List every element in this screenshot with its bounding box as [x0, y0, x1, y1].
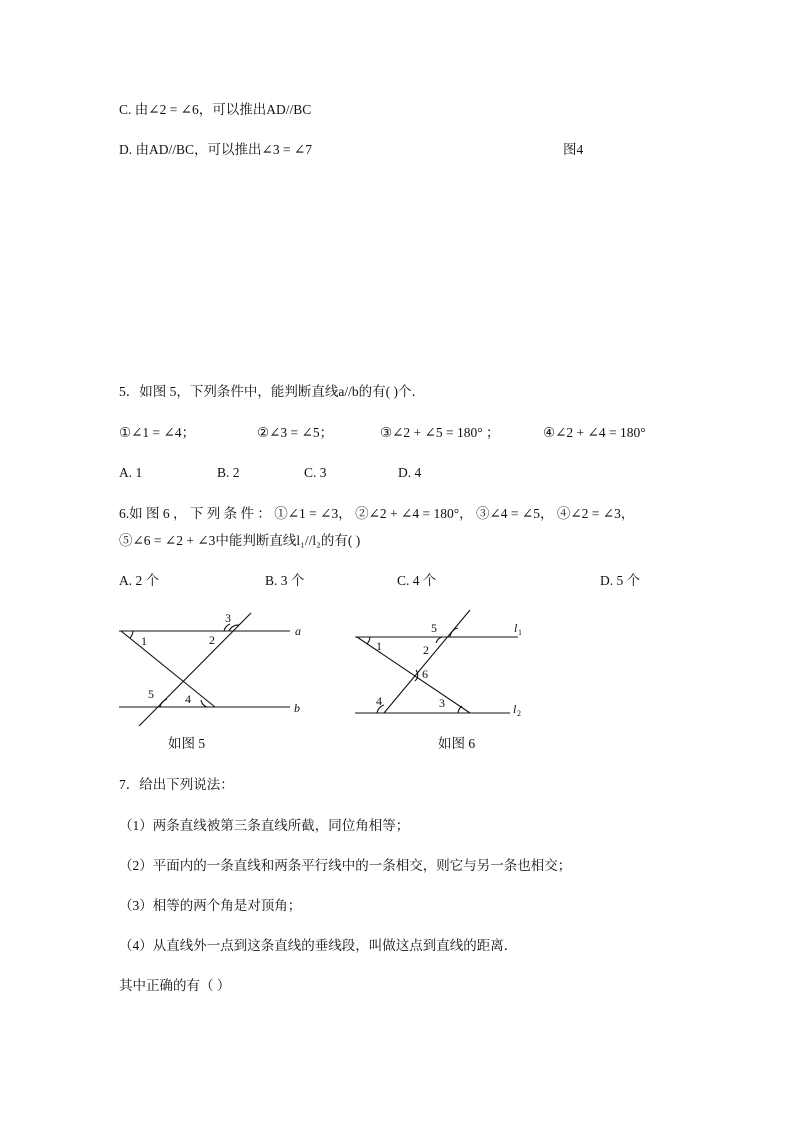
figure6-arc-1: [367, 637, 370, 644]
figure6-line-l1-label: l: [514, 621, 518, 635]
q6-choice-b: B. 3 个: [265, 573, 305, 588]
figure6-line-l1-subscript: 1: [518, 628, 522, 637]
figure5-angle1-label: 1: [141, 634, 147, 648]
q7-item-2: （2）平面内的一条直线和两条平行线中的一条相交，则它与另一条也相交；: [119, 858, 572, 873]
figure6-angle3-label: 3: [439, 696, 445, 710]
figure6-arc-3a: [450, 628, 458, 637]
q5-choice-b: B. 2: [217, 465, 240, 480]
figure6-angle5-label: 5: [431, 621, 437, 635]
figure5-arc-4: [201, 700, 207, 707]
q6-stem-line2: ⑤∠6 = ∠2 + ∠3中能判断直线l₁//l₂的有( ): [119, 533, 361, 548]
figure6-line-l2-label: l: [513, 702, 517, 716]
figure6-transversal-2: [384, 610, 470, 713]
figure5-line-b-label: b: [294, 701, 300, 715]
q6-stem-line1: 6.如 图 6 ， 下 列 条 件 ： ①∠1 = ∠3， ②∠2 + ∠4 = 180°， ③∠4 = ∠5， ④∠2 = ∠3，: [119, 506, 635, 521]
q5-condition-2: ②∠3 = ∠5；: [257, 425, 334, 440]
q4-option-d: D. 由AD//BC，可以推出∠3 = ∠7: [119, 142, 312, 157]
figure6-transversal-1: [357, 637, 470, 713]
q5-condition-1: ①∠1 = ∠4；: [119, 425, 196, 440]
q6-choice-d: D. 5 个: [600, 573, 641, 588]
q7-item-4: （4）从直线外一点到这条直线的垂线段，叫做这点到直线的距离．: [119, 938, 518, 953]
q5-choice-c: C. 3: [304, 465, 327, 480]
q5-choice-a: A. 1: [119, 465, 143, 480]
figure6-angle2-label: 2: [423, 643, 429, 657]
figure5-angle3-label: 3: [225, 611, 231, 625]
q5-condition-3: ③∠2 + ∠5 = 180° ；: [380, 425, 500, 440]
figure6-angle6-label: 6: [422, 667, 428, 681]
figure6-arc-3: [458, 706, 462, 713]
figure5-caption: 如图 5: [168, 736, 206, 751]
q5-stem: 5．如图 5，下列条件中，能判断直线a//b的有( )个．: [119, 384, 425, 399]
q5-choice-d: D. 4: [398, 465, 422, 480]
q7-item-1: （1）两条直线被第三条直线所截，同位角相等；: [119, 818, 410, 833]
q7-question: 其中正确的有（ ）: [119, 978, 231, 993]
figure6-caption: 如图 6: [438, 736, 476, 751]
figure6-arc-2: [436, 637, 442, 643]
q7-stem: 7．给出下列说法：: [119, 777, 234, 792]
q5-condition-4: ④∠2 + ∠4 = 180°: [543, 425, 646, 440]
q7-item-3: （3）相等的两个角是对顶角；: [119, 898, 302, 913]
figure5-line-a-label: a: [295, 624, 301, 638]
figure5-angle2-label: 2: [209, 633, 215, 647]
figure6-angle4-label: 4: [376, 694, 382, 708]
figure5-arc-5: [160, 699, 167, 707]
q6-choice-c: C. 4 个: [397, 573, 437, 588]
figure5-transversal-2: [139, 613, 251, 726]
figure4-label: 图4: [563, 142, 584, 157]
figure5-arc-1: [130, 631, 133, 638]
figure5-angle4-label: 4: [185, 692, 191, 706]
q4-option-c: C. 由∠2 = ∠6，可以推出AD//BC: [119, 102, 312, 117]
q6-choice-a: A. 2 个: [119, 573, 160, 588]
figure5-transversal-1: [121, 631, 215, 707]
figure5-angle5-label: 5: [148, 687, 154, 701]
figure6-angle1-label: 1: [376, 639, 382, 653]
figure6-line-l2-subscript: 2: [517, 709, 521, 718]
